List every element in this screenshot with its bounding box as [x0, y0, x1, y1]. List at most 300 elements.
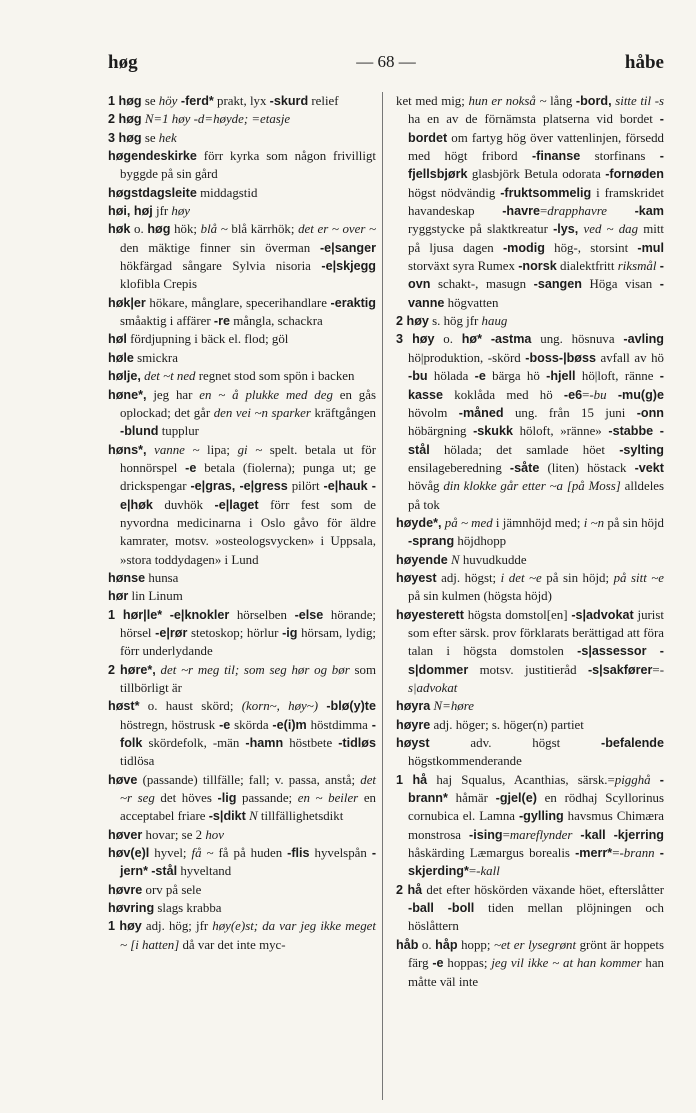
definition-text: kräftgången [310, 405, 376, 420]
dictionary-entry [108, 881, 376, 899]
definition-text: på sin kulmen (högsta höjd) [408, 589, 552, 604]
dictionary-entry [108, 441, 376, 569]
headword: -mul [637, 240, 664, 255]
example-phrase: det er ~ over ~ [298, 222, 376, 237]
dictionary-entry [108, 147, 376, 184]
headword: 1 høy [108, 919, 142, 934]
example-phrase: en ~ å plukke med deg [199, 387, 333, 402]
definition-text: hökfärgad sångare Sylvia nisoria [120, 259, 322, 274]
definition-text: skördefolk, -män [142, 736, 246, 751]
definition-text: då var det inte myc- [179, 937, 286, 952]
example-phrase: din klokke går etter ~a [på Moss] [443, 479, 621, 494]
dictionary-entry [396, 697, 664, 715]
definition-text: betala (fiolerna); punga ut; ge drickspengar [120, 460, 376, 494]
definition-text: (liten) höstack [539, 460, 635, 475]
dictionary-entry [108, 606, 376, 661]
headword: høvring [108, 901, 155, 916]
headword: -tidløs [338, 736, 376, 751]
headword: 2 høre*, [108, 662, 156, 677]
definition-text: en acceptabel friare [120, 791, 376, 824]
definition-text: prakt, lyx [213, 94, 270, 108]
headword: -vanne [408, 277, 664, 310]
definition-text: förr fest som de nyvordna medicinarna i Oslo gåvo för äldre kamrater, motsv. »osteologsvycken» i Uppsala, »stora toddydagen» i Lund [120, 497, 377, 567]
headword: høgstdagsleite [108, 185, 197, 200]
definition-text: hökare, månglare, specerihandlare [145, 295, 331, 310]
headword: -gjel(e) [495, 791, 537, 806]
headword: -flis [287, 846, 310, 861]
definition-text: hölada; det samlade höet [429, 442, 620, 457]
definition-text: förr kyrka som någon frivilligt byggde på sin gård [120, 149, 376, 182]
definition-text: haj Squalus, Acanthias, särsk.= [427, 772, 615, 787]
headword: -måned [458, 405, 504, 420]
definition-text: högst nödvändig [408, 185, 501, 200]
right-column [396, 92, 664, 991]
definition-text: o. [418, 937, 436, 952]
definition-text: hö|loft, ränne [575, 369, 660, 384]
definition-text: tiden mellan plöjningen och höslåttern [408, 901, 664, 934]
definition-text: lipa; [199, 442, 238, 457]
definition-text: spelt. betala ut för honnörspel [120, 442, 376, 475]
definition-text [606, 828, 614, 842]
definition-text: middagstid [196, 185, 258, 200]
headword: 2 høy [396, 314, 429, 329]
headword: -blund [120, 424, 159, 439]
example-phrase: ~et er lysegrønt [493, 937, 577, 952]
dictionary-entry [108, 330, 376, 348]
dictionary-entry [396, 881, 664, 936]
headword: -e|rør [155, 625, 188, 640]
dictionary-entry [108, 129, 376, 147]
example-phrase: på sitt ~e [613, 570, 664, 585]
headword: høi, høj [108, 204, 153, 219]
definition-text: storväxt syra Rumex [408, 259, 519, 274]
definition-text: relief [308, 94, 339, 108]
headword: -kam [634, 204, 664, 219]
example-phrase: det ~t ned [144, 369, 196, 384]
example-phrase: høy(e)st; da var jeg ikke meget ~ [i hatten] [120, 919, 376, 952]
headword: høgendeskirke [108, 149, 197, 164]
example-phrase: N=1 høy -d=høyde; =etasje [144, 112, 291, 127]
definition-text: han måtte väl inte [408, 956, 665, 989]
running-header [108, 52, 664, 80]
example-phrase: höy [158, 94, 178, 108]
definition-text: hövolm [408, 405, 459, 420]
headword: -e|skjegg [321, 259, 376, 274]
dictionary-entry [108, 826, 376, 844]
example-phrase: (korn~, høy~) [241, 699, 319, 714]
example-phrase: N [451, 552, 460, 567]
dictionary-entry [396, 569, 664, 606]
example-phrase: vanne ~ [154, 442, 200, 457]
definition-text: håmär [447, 791, 496, 806]
dictionary-entry [108, 110, 376, 128]
definition-text: slags krabba [154, 901, 222, 916]
headword: -e|sanger [319, 240, 376, 255]
definition-text: = [612, 846, 620, 861]
definition-text [647, 644, 660, 658]
definition-text: alldeles på tok [408, 479, 665, 512]
headword: -e(i)m [272, 717, 307, 732]
definition-text: havsmus Chimæra monstrosa [408, 809, 664, 842]
headword: -s|dikt [208, 809, 246, 824]
definition-text: ung. hösnuva [531, 332, 624, 347]
headword: -avling [623, 332, 664, 347]
definition-text: som tillbörligt är [120, 662, 376, 695]
definition-text: hyveltand [177, 864, 232, 879]
headword: -lys, [553, 222, 579, 237]
example-phrase: den vei ~n sparker [213, 405, 311, 420]
headword: håb [396, 937, 419, 952]
headword: hø* [461, 332, 483, 347]
definition-text: huvudkudde [459, 552, 527, 567]
definition-text [434, 901, 448, 915]
headword: -s|assessor [577, 644, 647, 659]
example-phrase: i det ~e [500, 570, 542, 585]
definition-text: hö|produktion, -skörd [408, 350, 526, 365]
headword: -ovn [408, 259, 664, 292]
example-phrase: en ~ beiler [297, 791, 359, 806]
header-first-word: høg [108, 52, 138, 73]
definition-text: schakt-, masugn [430, 277, 534, 292]
headword: -e [432, 956, 444, 971]
definition-text: klofibla Crepis [120, 277, 197, 292]
headword: -befalende [601, 736, 664, 751]
definition-text [146, 443, 154, 457]
definition-text: lång [546, 94, 576, 108]
dictionary-entry [396, 771, 664, 881]
definition-text: ha en av de förnämsta platserna vid bordet [408, 112, 660, 127]
headword: høns*, [108, 442, 147, 457]
dictionary-entry [108, 661, 376, 698]
definition-text: duvhök [152, 497, 215, 512]
definition-text: stetoskop; hörlur [187, 625, 283, 640]
definition-text: hök; [170, 222, 201, 237]
headword: høyre [396, 717, 431, 732]
example-phrase: ved ~ dag [583, 222, 639, 237]
headword: høle [108, 350, 134, 365]
definition-text: hoppas; [443, 956, 492, 971]
definition-text: hövåg [408, 479, 444, 494]
definition-text: högstkommenderande [408, 754, 522, 769]
headword: høk [108, 222, 131, 237]
headword: 1 hå [396, 772, 428, 787]
headword: -stabbe [608, 424, 654, 439]
definition-text: adj. hög; jfr [141, 919, 213, 934]
definition-text: o. [434, 332, 462, 347]
example-phrase: -brann [619, 846, 655, 861]
example-phrase: pigghå [614, 772, 651, 787]
headword: høyde*, [396, 515, 442, 530]
headword: håp [435, 937, 458, 952]
headword: -blø(y)te [326, 699, 376, 714]
definition-text: o. [130, 222, 148, 237]
headword: -ising [469, 827, 503, 842]
definition-text: mångla, schackra [230, 314, 323, 329]
headword: -folk [120, 717, 376, 751]
definition-text: ensilageberedning [408, 460, 510, 475]
column-divider [382, 92, 383, 1100]
definition-text: i framskridet havandeskap [408, 185, 664, 219]
headword: -s|advokat [571, 607, 634, 622]
example-phrase: sitte til -s [615, 94, 665, 108]
definition-text: adj. högst; [436, 570, 501, 585]
headword: -kasse [408, 369, 664, 402]
example-phrase: hek [158, 130, 177, 145]
headword: -e [185, 460, 197, 475]
headword: -gylling [518, 809, 564, 824]
definition-text: bärga hö [485, 369, 547, 384]
headword: -bord, [575, 94, 612, 108]
definition-text: fördjupning i bäck el. flod; göl [126, 332, 289, 347]
definition-text: = [582, 387, 590, 402]
headword: -modig [502, 240, 545, 255]
headword: -norsk [518, 259, 557, 274]
headword: -havre [502, 204, 541, 219]
headword: hølje, [108, 369, 141, 384]
definition-text: = [468, 864, 477, 879]
headword: -skukk [473, 424, 513, 439]
headword: -eraktig [330, 295, 376, 310]
definition-text: hörsam, lydig; förr underlydande [120, 625, 376, 659]
headword: -fjellsbjørk [408, 149, 664, 182]
headword: -e|hauk -e|høk [120, 479, 376, 512]
headword: høyende [396, 552, 448, 567]
dictionary-entry [396, 551, 664, 569]
definition-text [607, 388, 618, 402]
definition-text: hopp; [457, 937, 494, 952]
definition-text: tidlösa [120, 754, 155, 769]
headword: hønse [108, 570, 146, 585]
definition-text: pilört [287, 479, 324, 494]
headword: -mu(g)e [617, 387, 664, 402]
dictionary-entry [396, 734, 664, 771]
definition-text: adv. högst [429, 736, 602, 751]
definition-text: håskärding Læmargus borealis [408, 846, 576, 861]
definition-text: storfinans [580, 149, 660, 164]
example-phrase: hov [205, 827, 224, 842]
definition-text: avfall av hö [595, 350, 664, 365]
example-phrase: N=høre [433, 699, 474, 714]
definition-text: höloft, »ränne» [513, 424, 609, 439]
definition-text: höstbete [283, 736, 339, 751]
definition-text: grönt är hoppets färg [408, 937, 665, 971]
dictionary-entry [108, 844, 376, 881]
definition-text: = [502, 827, 510, 842]
headword: -sangen [533, 277, 582, 292]
definition-text: jfr [152, 204, 172, 219]
definition-text: passande; [236, 791, 298, 806]
definition-text: höstregn, höstrusk [120, 717, 220, 732]
definition-text [482, 332, 491, 346]
headword: -boll [447, 901, 475, 916]
headword: -brann* [408, 772, 664, 806]
definition-text: motsv. justitieråd [468, 662, 588, 677]
dictionary-entry [108, 587, 376, 605]
definition-text: hörande; hörsel [120, 607, 376, 640]
headword: -re [213, 314, 231, 329]
definition-text: Höga visan [581, 277, 660, 292]
example-phrase: haug [481, 314, 508, 329]
example-phrase: jeg vil ikke ~ at han kommer [491, 956, 642, 971]
headword: 1 høg [108, 94, 142, 108]
example-phrase: drapphavre [547, 204, 607, 219]
headword: hør [108, 589, 129, 604]
definition-text: ung. från 15 juni [503, 405, 637, 420]
headword: -e [474, 369, 486, 384]
definition-text: orv på sele [142, 882, 202, 897]
headword: -s|sakfører [587, 662, 653, 677]
example-phrase: mareflynder [509, 827, 573, 842]
definition-text: hög-, storsint [544, 240, 638, 255]
headword: høv(e)l [108, 846, 150, 861]
headword: -onn [636, 405, 664, 420]
definition-text: en rödhaj Scyllorinus cornubica el. Lamna [408, 791, 665, 824]
definition-text: hörselben [229, 607, 295, 622]
dictionary-entry [396, 936, 664, 991]
headword: -jern* [120, 846, 377, 879]
example-phrase: hun er nokså ~ [468, 94, 547, 108]
headword: høyesterett [396, 607, 464, 622]
headword: høyra [396, 699, 431, 714]
dictionary-entry [108, 771, 376, 826]
definition-text: o. haust skörd; [139, 699, 242, 714]
header-last-word: håbe [624, 52, 664, 73]
dictionary-entry [108, 220, 376, 293]
headword: -ferd* [177, 94, 214, 108]
example-phrase: blå ~ [200, 222, 228, 237]
headword: -hamn [245, 736, 284, 751]
definition-text: se [141, 94, 159, 108]
definition-text: = [652, 662, 660, 677]
headword: -else [294, 607, 324, 622]
headword: høve [108, 772, 138, 787]
headword: -såte [509, 460, 540, 475]
definition-text: jurist som efter särsk. prov förklarats berättigad att föra talan i högsta domstolen [408, 607, 664, 659]
definition-text: hölada [427, 369, 475, 384]
headword: høvre [108, 882, 143, 897]
definition-text: ryggstycke på slaktkreatur [408, 222, 554, 237]
definition-text: hunsa [145, 570, 179, 585]
definition-text: = [540, 204, 548, 219]
dictionary-entry [108, 184, 376, 202]
definition-text: (passande) tillfälle; fall; v. passa, anstå; [137, 772, 361, 787]
headword: høyest [396, 570, 437, 585]
headword: -e|gras, -e|gress [190, 479, 288, 494]
definition-text [653, 424, 660, 438]
dictionary-entry [108, 386, 376, 441]
headword: -stål [408, 424, 664, 457]
definition-text: på sin höjd [604, 515, 664, 530]
dictionary-entry [108, 92, 376, 110]
dictionary-entry [108, 917, 376, 954]
definition-text: i jämnhöjd med; [492, 515, 584, 530]
headword: -skjerding* [408, 846, 664, 879]
headword: -s|dommer [408, 644, 664, 677]
headword: -stål [151, 864, 178, 879]
headword: -e|knokler [169, 607, 230, 622]
headword: -astma [490, 332, 532, 347]
definition-text: koklåda med hö [443, 387, 564, 402]
definition-text [607, 204, 635, 218]
headword: -hjell [546, 369, 576, 384]
headword: -ball [408, 901, 434, 916]
example-phrase: det ~r meg til; som seg hør og bør [160, 662, 350, 677]
dictionary-entry [396, 330, 664, 513]
headword: -skurd [269, 94, 309, 108]
definition-text: smickra [133, 350, 178, 365]
headword: -kall [580, 827, 606, 842]
headword: 3 høg [108, 130, 142, 145]
definition-text: adj. höger; s. höger(n) partiet [430, 717, 584, 732]
headword: -fornøden [605, 167, 664, 182]
page-number: — 68 — [356, 52, 416, 71]
headword: -finanse [531, 149, 581, 164]
headword: 2 hå [396, 882, 423, 897]
headword: høst* [108, 699, 140, 714]
headword: -vekt [634, 460, 664, 475]
left-column [108, 92, 376, 954]
definition-text: mitt på ljusa dagen [408, 222, 664, 255]
example-phrase: riksmål [617, 259, 657, 274]
definition-text: högsta domstol[en] [463, 607, 572, 622]
definition-text: småaktig i affärer [120, 314, 214, 329]
definition-text: den mäktige finner sin överman [120, 240, 320, 255]
example-phrase: N [249, 809, 258, 824]
headword: -fruktsommelig [500, 185, 592, 200]
dictionary-entry [108, 202, 376, 220]
example-phrase: det ~r seg [120, 772, 376, 806]
headword: -lig [217, 791, 237, 806]
definition-text: glasbjörk Betula odorata [467, 167, 606, 182]
definition-text [162, 608, 170, 622]
dictionary-entry [108, 349, 376, 367]
example-phrase: -s|advokat [408, 662, 664, 695]
example-phrase: gi ~ [237, 442, 263, 457]
headword: høyst [396, 736, 430, 751]
definition-text: det efter höskörden växande höet, efterslåtter [422, 882, 665, 897]
dictionary-entry [396, 606, 664, 698]
example-phrase: på ~ med [444, 515, 493, 530]
definition-text: se [141, 130, 159, 145]
definition-text: en gås oplockad; det går [120, 387, 376, 420]
headword: -boss-|bøss [525, 350, 596, 365]
headword: -sylting [619, 442, 664, 457]
headword: 2 høg [108, 112, 142, 127]
definition-text: det höves [154, 791, 218, 806]
headword: -ig [282, 625, 298, 640]
headword: -e|laget [214, 497, 259, 512]
dictionary-entry [396, 716, 664, 734]
definition-text: lin Linum [128, 589, 183, 604]
definition-text: skörda [230, 717, 273, 732]
example-phrase: høy [171, 204, 191, 219]
headword: høl [108, 332, 127, 347]
definition-text: högvatten [444, 295, 499, 310]
definition-text: hyvelspån [309, 846, 372, 861]
definition-text: höbärgning [408, 424, 474, 439]
dictionary-entry [108, 367, 376, 385]
definition-text: blå kärrhök; [227, 222, 299, 237]
example-phrase: i ~n [583, 515, 605, 530]
definition-text: på sin höjd; [541, 570, 614, 585]
headword: høne*, [108, 387, 147, 402]
dictionary-entry [396, 92, 664, 312]
headword: -merr* [575, 846, 613, 861]
definition-text: om fartyg hög över vattenlinjen, försedd med högt fribord [408, 130, 664, 164]
definition-text: höjdhopp [454, 534, 507, 549]
definition-text [651, 773, 660, 787]
definition-text: hovar; se 2 [142, 827, 206, 842]
